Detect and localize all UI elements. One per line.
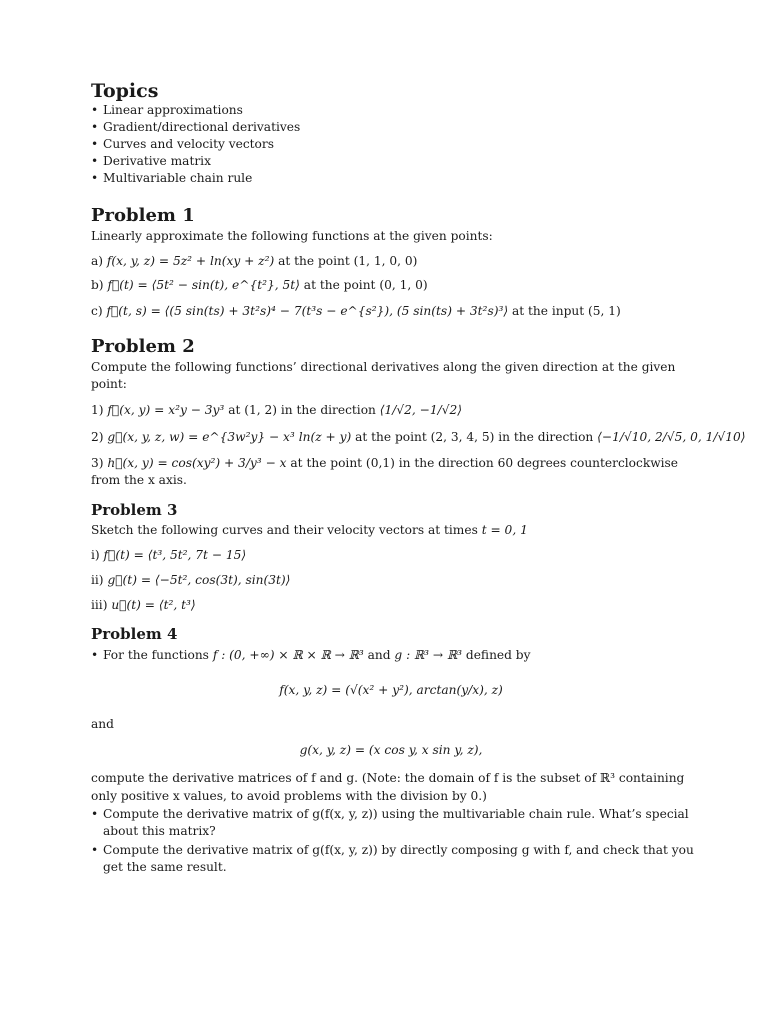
problem-4-bullet-3-cont: get the same result. [103, 860, 227, 874]
problem-4-bullet-1: • For the functions f : (0, +∞) × ℝ × ℝ → ℝ³ and g : ℝ³ → ℝ³ defined by [91, 648, 531, 662]
problem-1-b: b) f⃗(t) = ⟨5t² − sin(t), e^{t²}, 5t⟩ at the point (0, 1, 0) [91, 278, 428, 292]
problem-3-item-i: i) f⃗(t) = ⟨t³, 5t², 7t − 15⟩ [91, 548, 247, 562]
problem-2-intro: Compute the following functions’ directional derivatives along the given direction at the given point: [91, 360, 676, 391]
topic-item: • Multivariable chain rule [91, 171, 253, 185]
topics-heading: Topics [91, 80, 159, 102]
problem-2-item-3: 3) h⃗(x, y) = cos(xy²) + 3/y³ − x at the point (0,1) in the direction 60 degrees counterclockwise from the x axis. [91, 456, 679, 487]
math-expr: g⃗(x, y, z, w) = e^{3w²y} − x³ ln(z + y) [107, 430, 352, 444]
problem-1-c: c) f⃗(t, s) = ⟨(5 sin(ts) + 3t²s)⁴ − 7(t³s − e^{s²}), (5 sin(ts) + 3t²s)³⟩ at the input (5, 1) [91, 304, 621, 318]
math-expr: f⃗(t) = ⟨t³, 5t², 7t − 15⟩ [103, 548, 247, 562]
math-expr: f⃗(x, y) = x²y − 3y³ [107, 403, 225, 417]
problem-2-item-2: 2) g⃗(x, y, z, w) = e^{3w²y} − x³ ln(z + y) at the point (2, 3, 4, 5) in the direction ⟨−1/√10, 2/√5, 0, 1/√10⟩ [91, 430, 746, 444]
math-expr: h⃗(x, y) = cos(xy²) + 3/y³ − x [107, 456, 287, 470]
problem-1-heading: Problem 1 [91, 205, 195, 226]
equation-f: f(x, y, z) = (√(x² + y²), arctan(y/x), z) [279, 683, 503, 697]
problem-3-intro: Sketch the following curves and their velocity vectors at times t = 0, 1 [91, 523, 528, 537]
problem-2-item-1: 1) f⃗(x, y) = x²y − 3y³ at (1, 2) in the direction ⟨1/√2, −1/√2⟩ [91, 403, 462, 417]
problem-4-bullet-2-cont: about this matrix? [103, 824, 216, 838]
math-expr: f⃗(t) = ⟨5t² − sin(t), e^{t²}, 5t⟩ [107, 278, 300, 292]
topic-item: • Curves and velocity vectors [91, 137, 274, 151]
topic-item: • Derivative matrix [91, 154, 211, 168]
and-text: and [91, 717, 114, 731]
direction-vector: ⟨−1/√10, 2/√5, 0, 1/√10⟩ [597, 430, 746, 444]
problem-4-heading: Problem 4 [91, 625, 178, 643]
problem-4-paragraph-line-1: compute the derivative matrices of f and g. (Note: the domain of f is the subset of ℝ³ containing [91, 771, 685, 785]
equation-g: g(x, y, z) = (x cos y, x sin y, z), [299, 743, 483, 757]
problem-4-bullet-2: • Compute the derivative matrix of g(f(x, y, z)) using the multivariable chain rule. What’s special [91, 807, 689, 821]
problem-4-bullet-3: • Compute the derivative matrix of g(f(x, y, z)) by directly composing g with f, and check that you [91, 843, 694, 857]
problem-1-intro: Linearly approximate the following functions at the given points: [91, 229, 493, 243]
problem-2-heading: Problem 2 [91, 336, 195, 357]
math-expr: u⃗(t) = ⟨t², t³⟩ [111, 598, 196, 612]
math-expr: f⃗(t, s) = ⟨(5 sin(ts) + 3t²s)⁴ − 7(t³s − e^{s²}), (5 sin(ts) + 3t²s)³⟩ [106, 304, 509, 318]
direction-vector: ⟨1/√2, −1/√2⟩ [379, 403, 462, 417]
problem-1-a: a) f(x, y, z) = 5z² + ln(xy + z²) at the point (1, 1, 0, 0) [91, 254, 418, 268]
topic-item: • Linear approximations [91, 103, 243, 117]
math-expr: f(x, y, z) = 5z² + ln(xy + z²) [106, 254, 275, 268]
problem-4-paragraph-line-2: only positive x values, to avoid problems with the division by 0.) [91, 789, 487, 803]
problem-3-item-iii: iii) u⃗(t) = ⟨t², t³⟩ [91, 598, 196, 612]
problem-3-item-ii: ii) g⃗(t) = ⟨−5t², cos(3t), sin(3t)⟩ [91, 573, 291, 587]
topic-item: • Gradient/directional derivatives [91, 120, 301, 134]
problem-3-heading: Problem 3 [91, 501, 178, 519]
math-expr: g⃗(t) = ⟨−5t², cos(3t), sin(3t)⟩ [107, 573, 291, 587]
topics-list [91, 102, 300, 187]
